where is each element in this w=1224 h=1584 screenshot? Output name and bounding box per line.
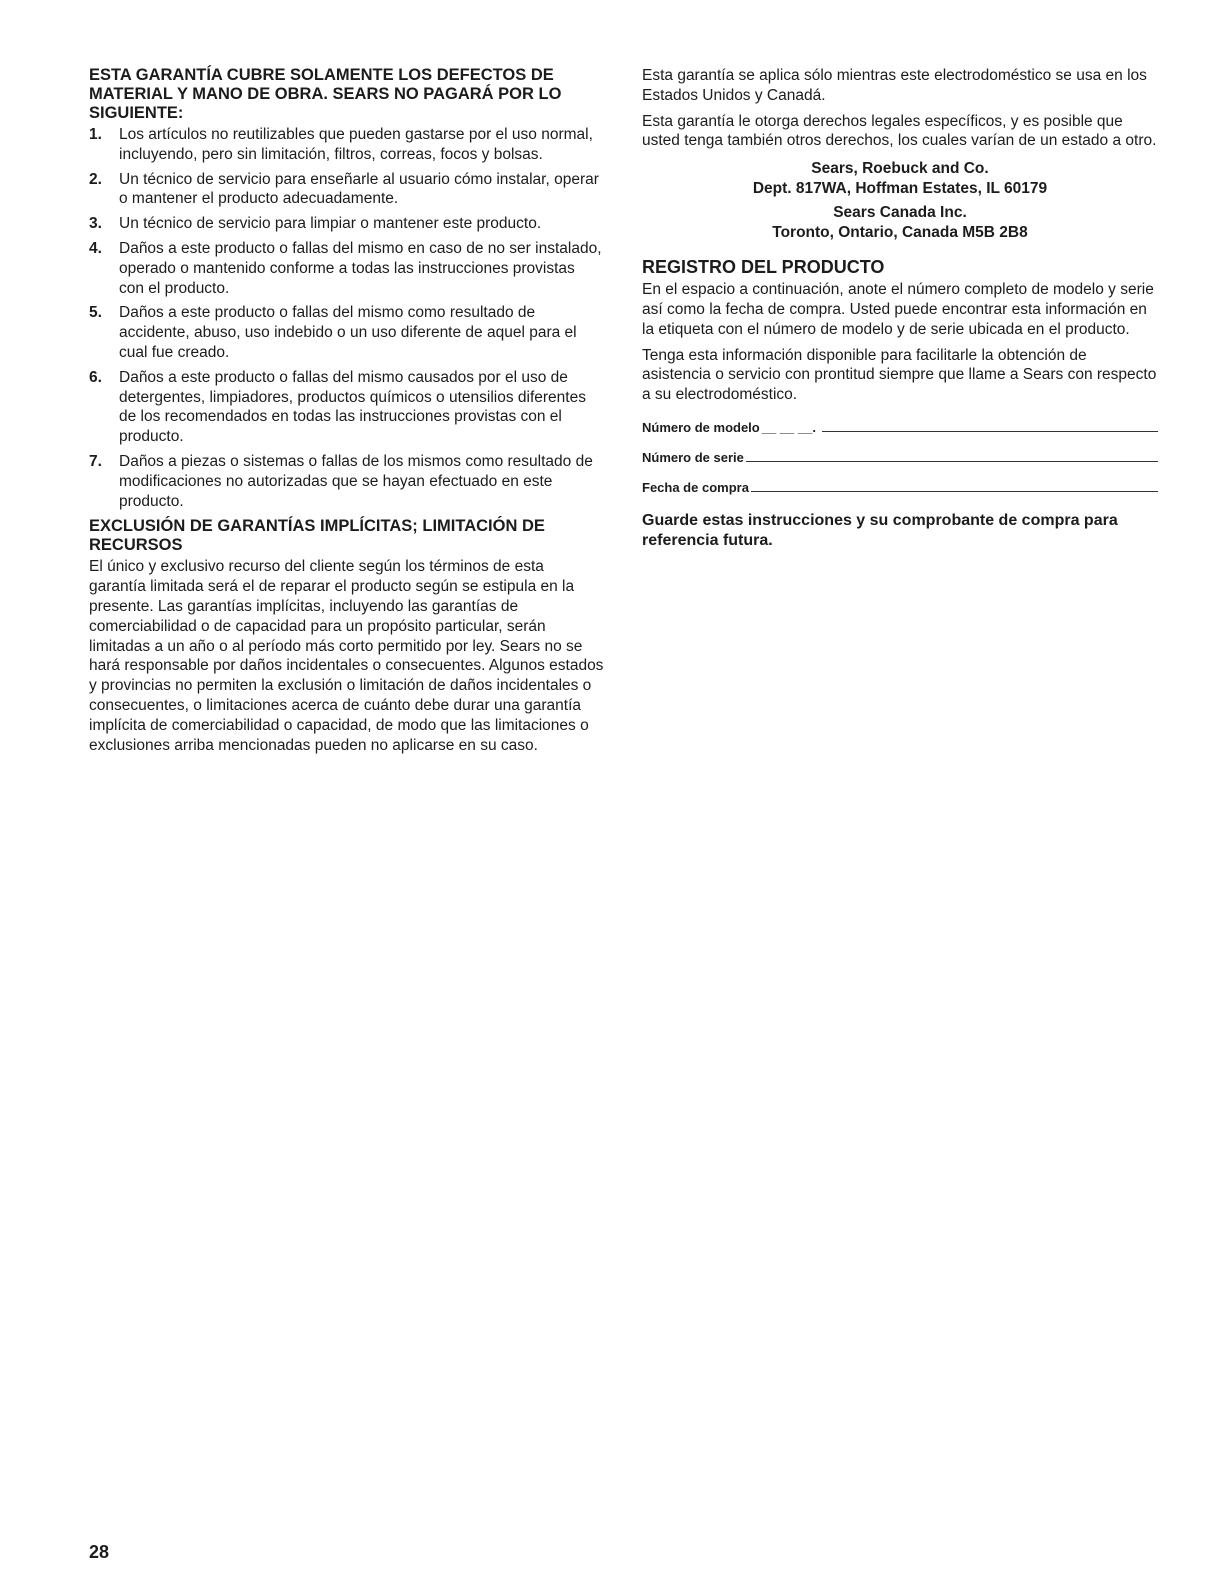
sears-us-address: Sears, Roebuck and Co. Dept. 817WA, Hoffman Estates, IL 60179 — [752, 160, 1048, 198]
purchase-date-field[interactable] — [642, 475, 1158, 495]
model-number-field[interactable] — [642, 415, 1158, 435]
product-registration-heading: REGISTRO DEL PRODUCTO — [642, 257, 885, 278]
implied-warranty-heading: EXCLUSIÓN DE GARANTÍAS IMPLÍCITAS; LIMITACIÓN DE RECURSOS — [89, 517, 545, 555]
purchase-date-line — [751, 490, 1158, 492]
legal-rights-paragraph: Esta garantía le otorga derechos legales específicos, y es posible que usted tenga también otros derechos, los cuales varían de un estado a otro. — [642, 112, 1157, 150]
model-number-line — [822, 430, 1158, 432]
list-item: 5. Daños a este producto o fallas del mismo como resultado de accidente, abuso, uso indebido o un uso diferente de aquel para el cual fue creado. — [89, 304, 577, 361]
model-number-label: Número de modelo — [642, 419, 760, 435]
list-item: 4. Daños a este producto o fallas del mismo en caso de no ser instalado, operado o mantenido conforme a todas las instrucciones provistas con el producto. — [89, 239, 602, 297]
list-item: 3. Un técnico de servicio para limpiar o mantener este producto. — [89, 215, 542, 233]
warranty-exclusions-heading: ESTA GARANTÍA CUBRE SOLAMENTE LOS DEFECTOS DE MATERIAL Y MANO DE OBRA. SEARS NO PAGARÁ POR LO SIGUIENTE: — [89, 66, 562, 122]
implied-warranty-text: El único y exclusivo recurso del cliente según los términos de esta garantía limitada será el de reparar el producto según se estipula en la presente. Las garantías implícitas, incluyendo las garantías de comerciabilidad o de capacidad para un propósito particular, serán limitadas a un año o al período más corto permitido por ley. Sears no se hará responsable por daños incidentales o consecuentes. Algunos estados y provincias no permiten la exclusión o limitación de daños incidentales o consecuentes, o limitaciones acerca de cuánto debe durar una garantía implícita de comerciabilidad o capacidad, de modo que las limitaciones o exclusiones arriba mencionadas pueden no aplicarse en su caso. — [89, 558, 604, 754]
list-item: 2. Un técnico de servicio para enseñarle al usuario cómo instalar, operar o mantener el producto adecuadamente. — [89, 170, 599, 208]
exclusions-list — [89, 125, 604, 511]
serial-number-field[interactable] — [642, 445, 1158, 465]
list-item: 6. Daños a este producto o fallas del mismo causados por el uso de detergentes, limpiadores, productos químicos o utensilios diferentes de los recomendados en todas las instrucciones provistas con el producto. — [89, 368, 586, 446]
list-item: 7. Daños a piezas o sistemas o fallas de los mismos como resultado de modificaciones no autorizadas que se hayan efectuado en este producto. — [89, 452, 593, 510]
registration-paragraph-1: En el espacio a continuación, anote el número completo de modelo y serie así como la fecha de compra. Usted puede encontrar esta información en la etiqueta con el número de modelo y de serie ubicada en el producto. — [642, 281, 1154, 338]
list-item: 1. Los artículos no reutilizables que pueden gastarse por el uso normal, incluyendo, pero sin limitación, filtros, correas, focos y bolsas. — [89, 126, 593, 163]
registration-paragraph-2: Tenga esta información disponible para facilitarle la obtención de asistencia o servicio con prontitud siempre que llame a Sears con respecto a su electrodoméstico. — [642, 346, 1157, 404]
sears-canada-address: Sears Canada Inc. Toronto, Ontario, Canada M5B 2B8 — [772, 204, 1028, 242]
model-number-dashes: __ __ __. — [761, 419, 816, 435]
page-number: 28 — [89, 1542, 110, 1562]
purchase-date-label: Fecha de compra — [642, 479, 749, 495]
left-column — [89, 66, 604, 761]
closing-note: Guarde estas instrucciones y su comprobante de compra para referencia futura. — [642, 511, 1118, 549]
serial-number-label: Número de serie — [642, 449, 744, 465]
serial-number-line — [746, 460, 1158, 462]
right-column — [642, 66, 1158, 551]
coverage-paragraph: Esta garantía se aplica sólo mientras este electrodoméstico se usa en los Estados Unidos y Canadá. — [642, 67, 1147, 104]
